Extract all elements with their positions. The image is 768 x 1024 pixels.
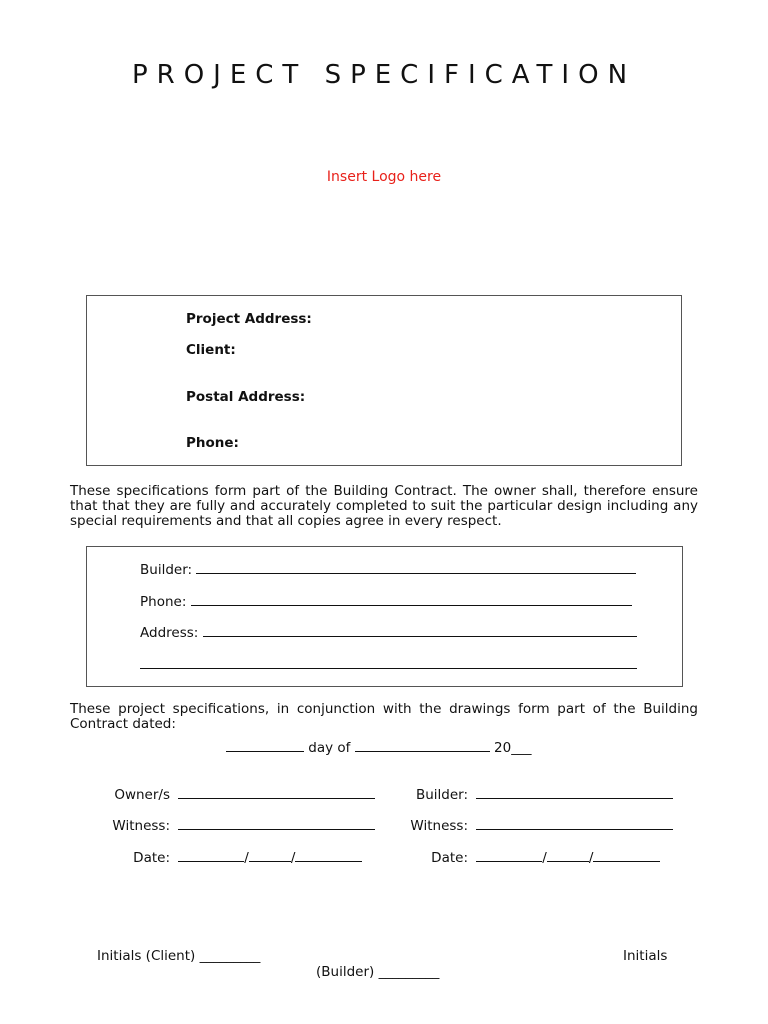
- initials-builder[interactable]: (Builder) _________: [316, 964, 440, 980]
- day-of-text: day of: [308, 740, 351, 756]
- builder-signature-row[interactable]: [398, 786, 673, 803]
- phone-field-label: Phone:: [140, 594, 187, 610]
- address-field[interactable]: [140, 624, 637, 641]
- address-field-label: Address:: [140, 625, 199, 641]
- intro-paragraph: These specifications form part of the Building Contract. The owner shall, therefore ensure that that they are fully and accurately completed to suit the particular design including any special requirements and that all copies agree in every respect.: [70, 483, 698, 529]
- witness-left-row[interactable]: [100, 817, 375, 834]
- date-left-day[interactable]: [178, 849, 244, 862]
- contract-paragraph: These project specifications, in conjunction with the drawings form part of the Building Contract dated:: [70, 701, 698, 732]
- owner-label: Owner/s: [114, 787, 170, 803]
- address-line-2[interactable]: [140, 656, 637, 669]
- witness-right-label: Witness:: [410, 818, 468, 834]
- witness-left-label: Witness:: [112, 818, 170, 834]
- date-left-slash-1: /: [244, 850, 249, 866]
- project-address-label: Project Address:: [186, 311, 312, 327]
- witness-left-line[interactable]: [178, 817, 375, 830]
- address-field-line-2[interactable]: [140, 656, 637, 673]
- owner-signature-row[interactable]: [100, 786, 375, 803]
- witness-right-row[interactable]: [398, 817, 673, 834]
- date-right-day[interactable]: [476, 849, 542, 862]
- builder-sign-label: Builder:: [415, 787, 468, 803]
- address-field-line[interactable]: [203, 624, 637, 637]
- date-left-year[interactable]: [295, 849, 362, 862]
- date-left-label: Date:: [133, 850, 170, 866]
- date-left-row[interactable]: [100, 849, 362, 866]
- builder-field[interactable]: [140, 561, 636, 578]
- builder-field-line[interactable]: [196, 561, 636, 574]
- date-left-month[interactable]: [249, 849, 291, 862]
- builder-field-label: Builder:: [140, 562, 193, 578]
- date-right-year[interactable]: [593, 849, 660, 862]
- client-label: Client:: [186, 342, 236, 358]
- date-right-label: Date:: [431, 850, 468, 866]
- builder-signature-line[interactable]: [476, 786, 673, 799]
- date-right-slash-1: /: [542, 850, 547, 866]
- date-right-month[interactable]: [547, 849, 589, 862]
- year-field[interactable]: 20___: [494, 740, 532, 756]
- owner-signature-line[interactable]: [178, 786, 375, 799]
- date-left-slash-2: /: [290, 850, 296, 866]
- date-right-row[interactable]: [398, 849, 660, 866]
- phone-field[interactable]: [140, 593, 632, 610]
- initials-client[interactable]: Initials (Client) _________: [97, 948, 261, 964]
- logo-placeholder: Insert Logo here: [326, 169, 442, 185]
- contract-date-line[interactable]: [226, 739, 531, 756]
- month-blank[interactable]: [355, 739, 490, 752]
- witness-right-line[interactable]: [476, 817, 673, 830]
- postal-address-label: Postal Address:: [186, 389, 306, 405]
- phone-field-line[interactable]: [191, 593, 632, 606]
- project-info-box: [86, 295, 682, 466]
- initials-builder-label: Initials: [623, 948, 668, 964]
- day-blank[interactable]: [226, 739, 304, 752]
- date-right-slash-2: /: [588, 850, 594, 866]
- phone-label: Phone:: [186, 435, 239, 451]
- page-title: PROJECT SPECIFICATION: [131, 60, 637, 90]
